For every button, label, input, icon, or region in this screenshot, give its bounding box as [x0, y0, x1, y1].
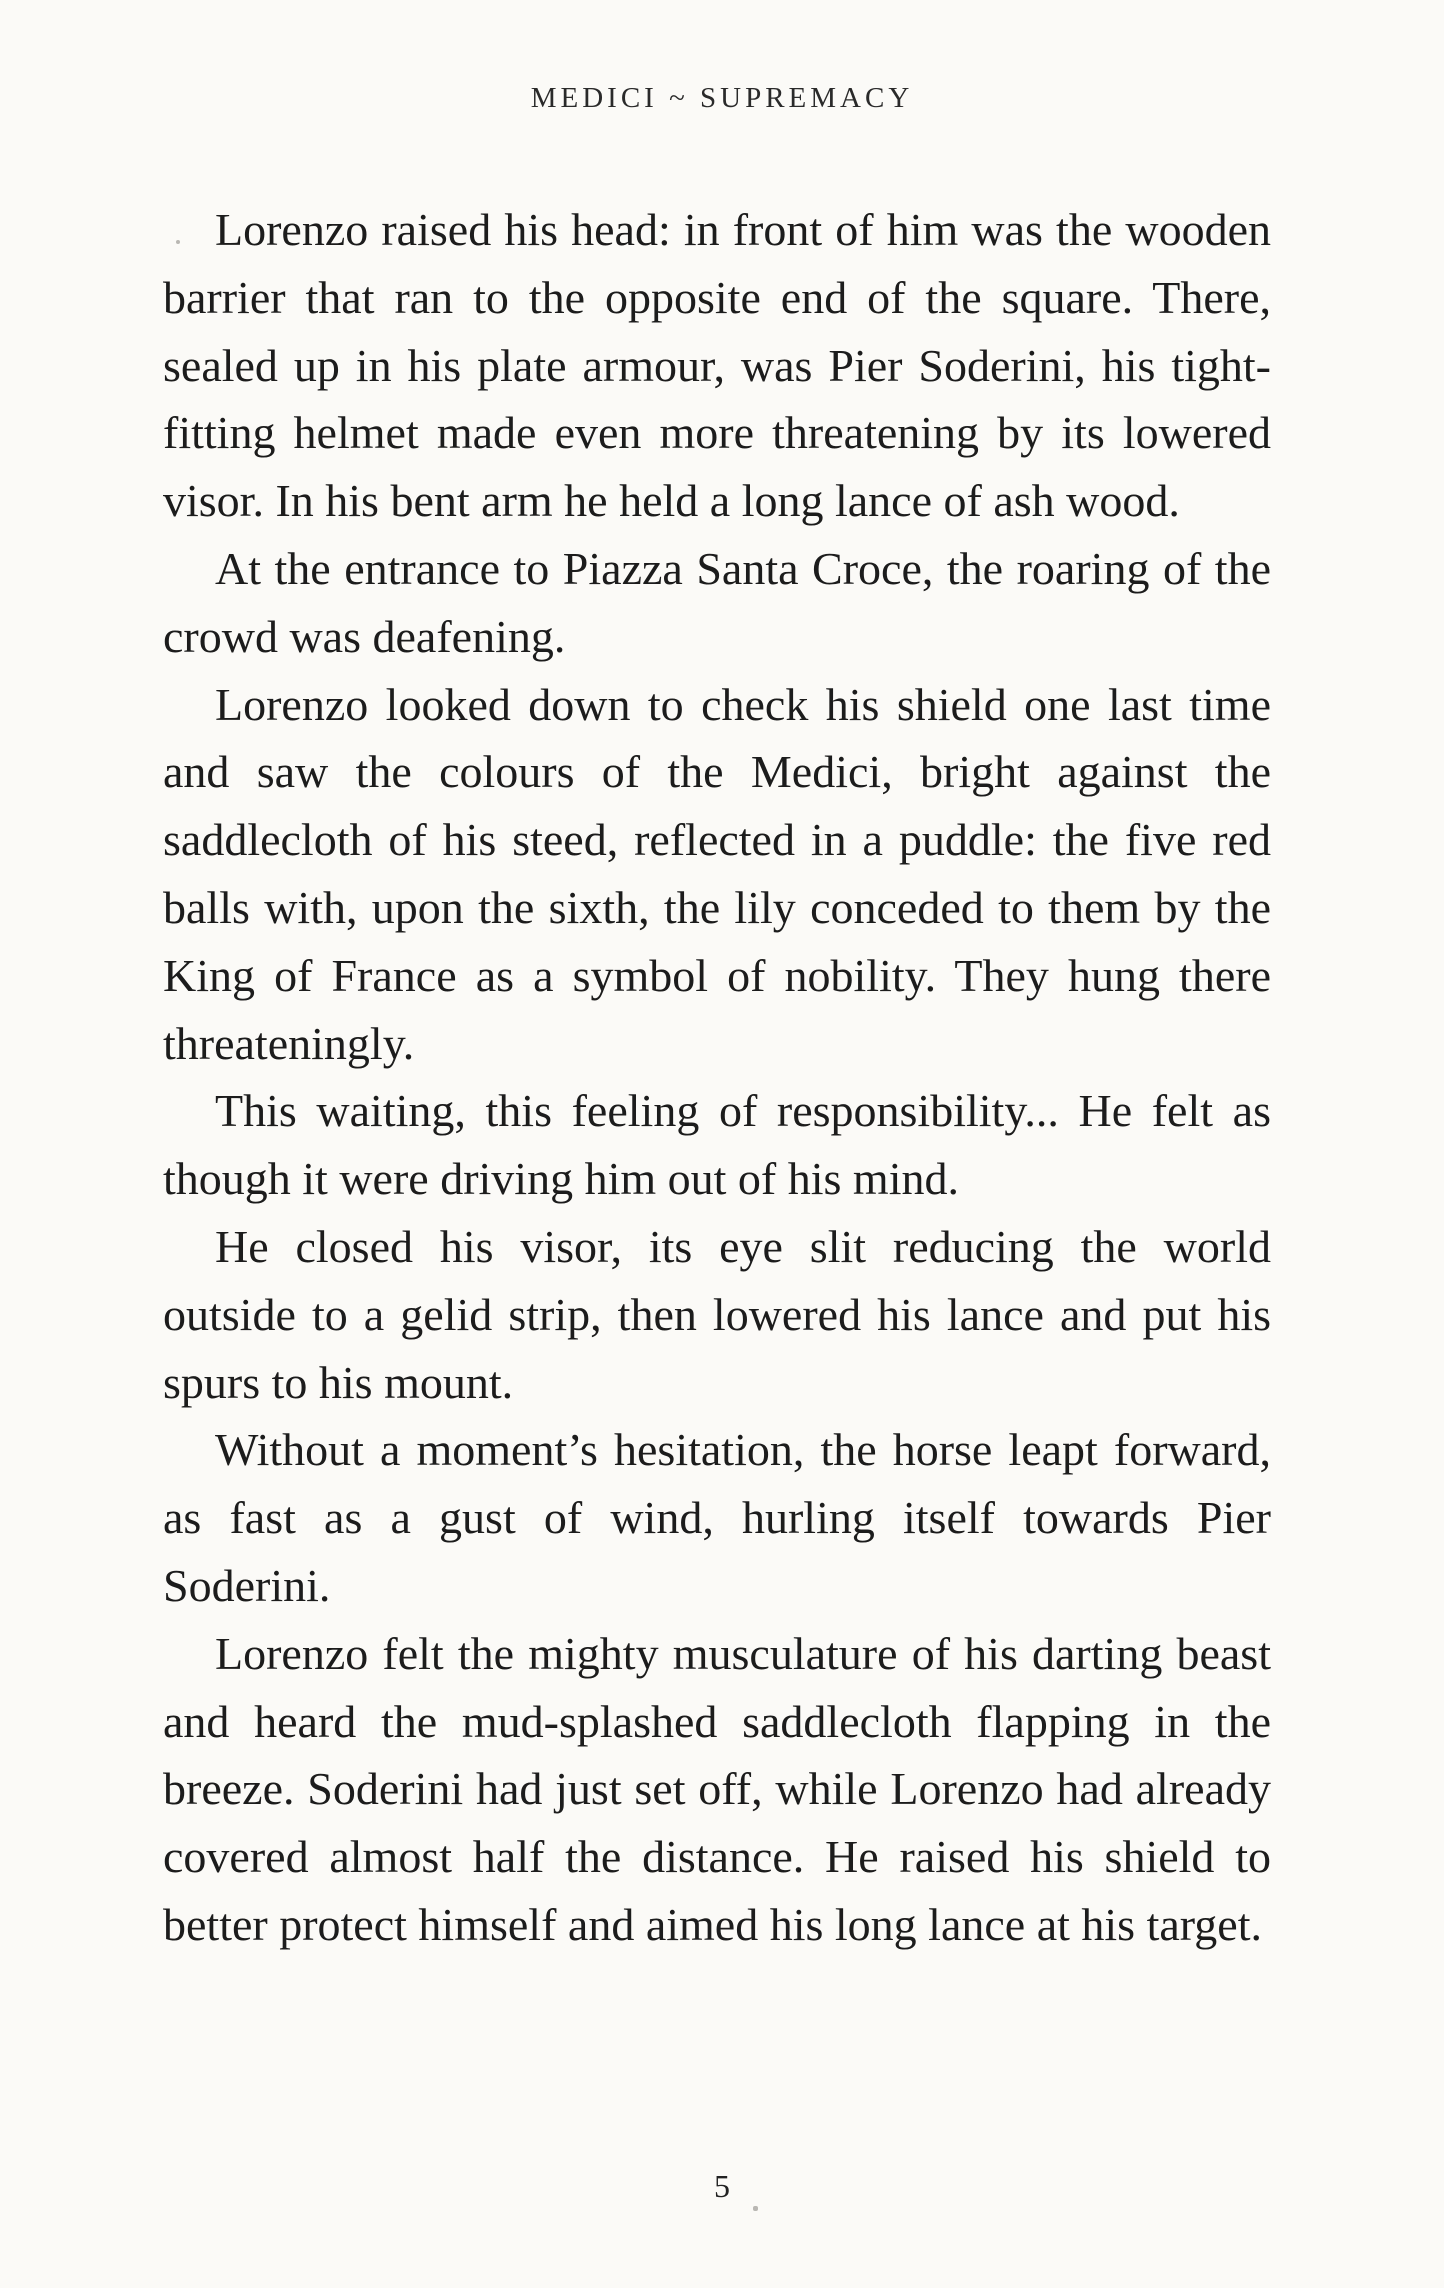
running-head: MEDICI ~ SUPREMACY — [530, 82, 914, 114]
paragraph-5: He closed his visor, its eye slit reducing the world outside to a gelid strip, then lowered his lance and put his spurs to his mount. — [163, 1220, 1271, 1408]
paragraph-1: Lorenzo raised his head: in front of him was the wooden barrier that ran to the opposite end of the square. There, sealed up in his plate armour, was Pier Soderini, his tight-fitting helmet made even more threatening by its lowered visor. In his bent arm he held a long lance of ash wood. — [163, 204, 1271, 527]
paragraph-2: At the entrance to Piazza Santa Croce, the roaring of the crowd was deafening. — [163, 542, 1271, 662]
paragraph-4: This waiting, this feeling of responsibility... He felt as though it were driving him out of his mind. — [163, 1085, 1271, 1205]
page-number: 5 — [714, 2168, 730, 2204]
body-text — [163, 196, 1271, 1959]
scan-speck — [753, 2206, 758, 2211]
paragraph-7: Lorenzo felt the mighty musculature of his darting beast and heard the mud-splashed saddlecloth flapping in the breeze. Soderini had just set off, while Lorenzo had already covered almost half the distance. He raised his shield to better protect himself and aimed his long lance at his target. — [163, 1627, 1271, 1950]
scan-speck — [176, 240, 180, 244]
paragraph-6: Without a moment’s hesitation, the horse leapt forward, as fast as a gust of wind, hurling itself towards Pier Soderini. — [163, 1424, 1271, 1611]
paragraph-3: Lorenzo looked down to check his shield one last time and saw the colours of the Medici, bright against the saddlecloth of his steed, reflected in a puddle: the five red balls with, upon the sixth, the lily conceded to them by the King of France as a symbol of nobility. They hung there threateningly. — [163, 678, 1271, 1069]
